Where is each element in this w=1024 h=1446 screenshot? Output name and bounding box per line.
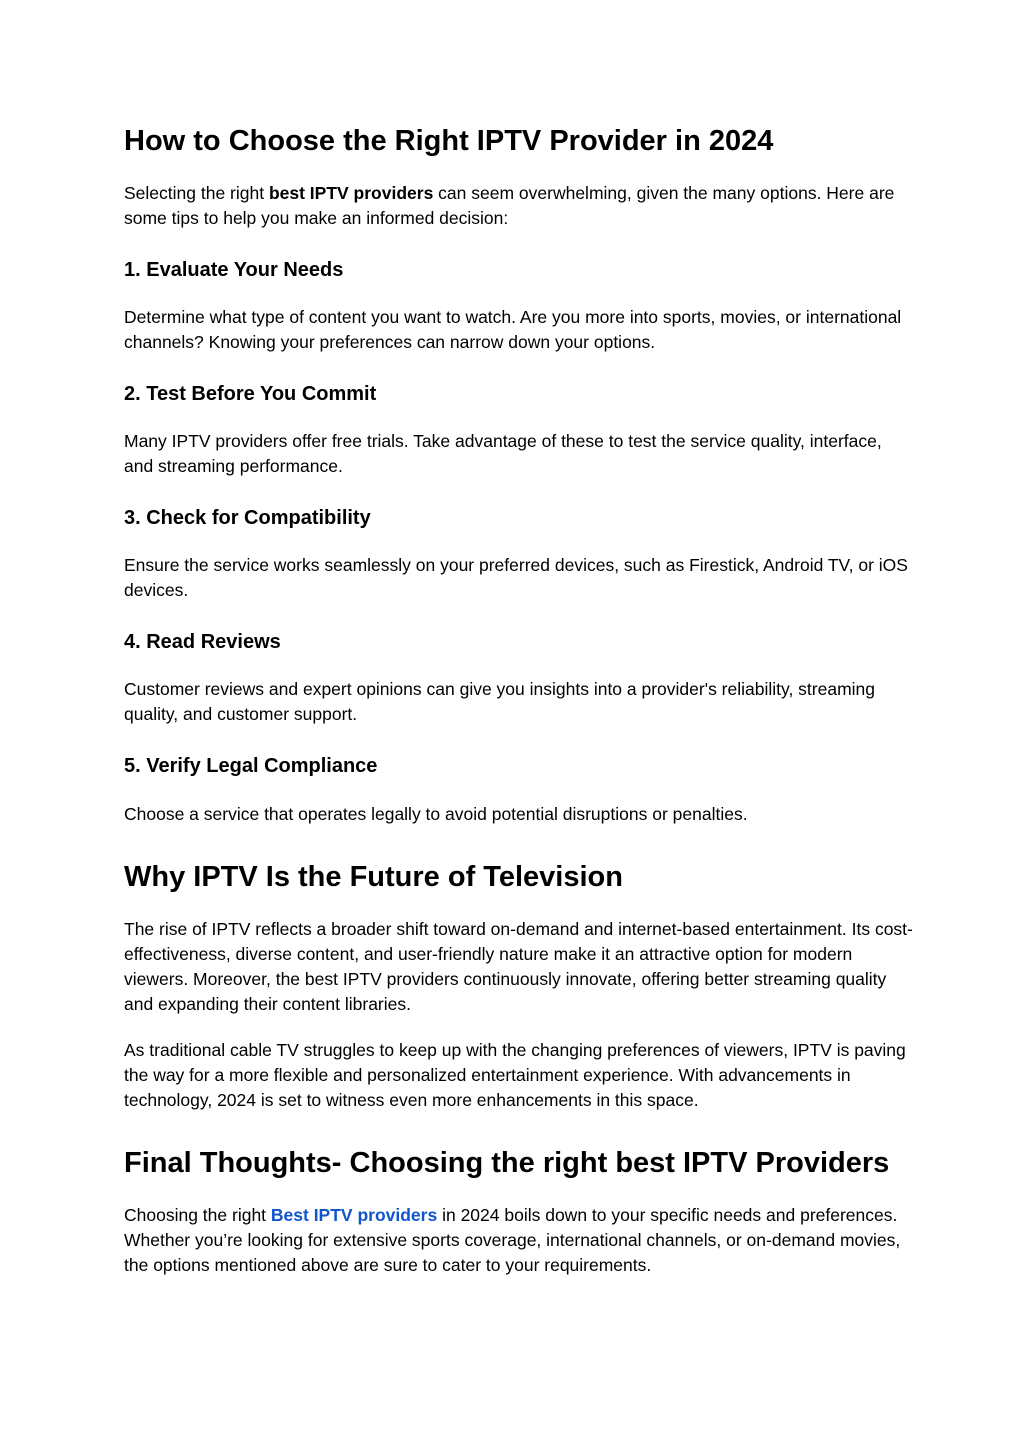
final-text-before: Choosing the right (124, 1205, 271, 1225)
tip-text-test-before-commit: Many IPTV providers offer free trials. Take advantage of these to test the service quality, interface, and streaming performance. (124, 431, 882, 476)
best-iptv-providers-link[interactable]: Best IPTV providers (270, 1205, 438, 1225)
future-paragraph-1: The rise of IPTV reflects a broader shift toward on-demand and internet-based entertainment. Its cost-effectiveness, diverse content, and user-friendly nature make it an attractive option for modern viewers. Moreover, the best IPTV providers continuously innovate, offering better streaming quality and expanding their content libraries. (124, 919, 913, 1014)
tip-text-check-compatibility: Ensure the service works seamlessly on your preferred devices, such as Firestick, Android TV, or iOS devices. (124, 555, 908, 600)
section-heading-future: Why IPTV Is the Future of Television (124, 861, 623, 893)
tip-text-evaluate-needs: Determine what type of content you want to watch. Are you more into sports, movies, or international channels? Knowing your preferences can narrow down your options. (124, 307, 902, 352)
final-text-after: in 2024 boils down to your specific needs and preferences. Whether you’re looking for extensive sports coverage, international channels, or on-demand movies, the options mentioned above are sure to cater to your requirements. (124, 1205, 901, 1275)
tip-heading-read-reviews: 4. Read Reviews (124, 631, 281, 653)
future-paragraph-2: As traditional cable TV struggles to keep up with the changing preferences of viewers, IPTV is paving the way for a more flexible and personalized entertainment experience. With advancements in technology, 2024 is set to witness even more enhancements in this space. (124, 1040, 906, 1110)
final-paragraph (124, 1203, 914, 1278)
intro-bold-text: best IPTV providers (268, 183, 434, 203)
intro-text-after: can seem overwhelming, given the many options. Here are some tips to help you make an informed decision: (124, 183, 895, 228)
tip-heading-legal-compliance: 5. Verify Legal Compliance (124, 755, 378, 777)
tip-text-legal-compliance: Choose a service that operates legally to avoid potential disruptions or penalties. (124, 804, 748, 824)
section-heading-choose: How to Choose the Right IPTV Provider in 2024 (124, 125, 774, 157)
tip-heading-evaluate-needs: 1. Evaluate Your Needs (124, 259, 344, 281)
intro-text-before: Selecting the right (124, 183, 269, 203)
section-heading-final: Final Thoughts- Choosing the right best IPTV Providers (124, 1147, 890, 1179)
tip-text-read-reviews: Customer reviews and expert opinions can give you insights into a provider's reliability, streaming quality, and customer support. (124, 679, 876, 724)
intro-paragraph (124, 181, 914, 231)
tip-heading-test-before-commit: 2. Test Before You Commit (124, 383, 377, 405)
tip-heading-check-compatibility: 3. Check for Compatibility (124, 507, 371, 529)
